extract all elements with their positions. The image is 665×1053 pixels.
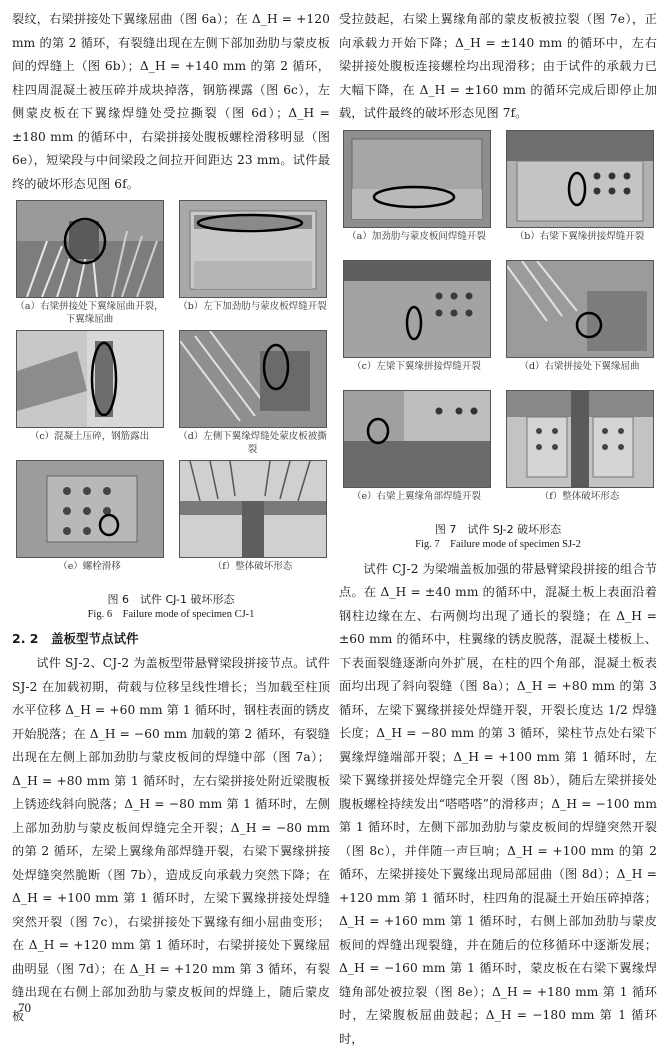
fig7-panel-c (339, 260, 494, 390)
fig6f-caption: （f）整体破坏形态 (212, 561, 293, 572)
fig7e-photo (343, 390, 491, 488)
fig7a-caption: （a）加劲肋与蒙皮板间焊缝开裂 (347, 230, 486, 242)
left-para-2: 试件 SJ-2、CJ-2 为盖板型带悬臂梁段拼接节点。试件 SJ-2 在加载初期，荷载与位移呈线性增长；当加载至柱顶水平位移 Δ_H = +60 mm 第 1 循环时，钢柱表面的锈皮开始脱落；在 Δ_H = −60 mm 加载的第 2 循环，有裂缝出现在左侧上部加劲肋与蒙皮板间的焊缝中部（图 7a）；Δ_H = +80 mm 第 1 循环时，左右梁拼接处附近梁腹板上锈迹线斜向脱落；Δ_H = −80 mm 第 1 循环时，左侧上部加劲肋与蒙皮板间焊缝完全开裂；Δ_H = −80 mm 的第 2 循环，左梁上翼缘角部焊缝开裂，右梁下翼缘拼接处焊缝突然脆断（图 7b），造成反向承载力突然下降；在 Δ_H = +100 mm 第 1 循环时，左梁下翼缘拼接处焊缝突然开裂（图 7c），右梁拼接处下翼缘有细小屈曲变形；在 Δ_H = +120 mm 第 1 循环时，右梁拼接处下翼缘屈曲明显（图 7d）；在 Δ_H = +120 mm 第 3 循环，有裂缝出现在右侧上部加劲肋与蒙皮板间的焊缝上，随后蒙皮板 (12, 656, 330, 1023)
fig6c-caption: （c）混凝土压碎，钢筋露出 (29, 431, 150, 442)
fig7-caption-en: Fig. 7 Failure mode of specimen SJ-2 (415, 538, 581, 550)
fig7e-caption: （e）右梁上翼缘角部焊缝开裂 (351, 490, 482, 502)
fig6-panel-b (175, 200, 330, 330)
fig6-caption-cn: 图 6 试件 CJ-1 破坏形态 (107, 593, 235, 606)
fig6e-photo (16, 460, 164, 558)
fig6-panel-f (175, 460, 330, 590)
fig6-panel-d (175, 330, 330, 460)
fig7-panel-f (502, 390, 657, 520)
fig6a-photo (16, 200, 164, 298)
fig7-panel-a (339, 130, 494, 260)
fig7c-photo (343, 260, 491, 358)
fig6-caption-en: Fig. 6 Failure mode of specimen CJ-1 (87, 609, 255, 620)
fig6a-caption: （a）右梁拼接处下翼缘屈曲开裂，下翼缘屈曲 (15, 301, 164, 325)
fig7-panel-d (502, 260, 657, 390)
figure-7 (339, 130, 657, 552)
section-heading: 2. 2 盖板型节点试件 (12, 631, 139, 646)
fig6c-photo (16, 330, 164, 428)
fig6-panel-c (12, 330, 167, 460)
right-column (339, 8, 657, 1053)
fig7c-caption: （c）左梁下翼缘拼接焊缝开裂 (352, 360, 481, 372)
figure-6 (12, 200, 330, 622)
fig7-caption-cn: 图 7 试件 SJ-2 破坏形态 (434, 522, 562, 536)
fig7b-caption: （b）右梁下翼缘拼接焊缝开裂 (514, 230, 645, 242)
fig6f-photo (179, 460, 327, 558)
left-para-1: 裂纹，右梁拼接处下翼缘屈曲（图 6a）；在 Δ_H = +120 mm 的第 2 循环，有裂缝出现在左侧下部加劲肋与蒙皮板间的焊缝上（图 6b）；Δ_H = +140 mm 的第 2 循环，柱四周混凝土被压碎并成块掉落，钢筋裸露（图 6c），左侧蒙皮板在下翼缘焊缝处受拉撕裂（图 6d）；Δ_H = ±180 mm 的循环中，右梁拼接处腹板螺栓滑移明显（图 6e），短梁段与中间梁段之间拉开间距达 23 mm。试件最终的破坏形态见图 6f。 (12, 12, 330, 191)
fig6-panel-a (12, 200, 167, 330)
fig7f-photo (506, 390, 654, 488)
fig7-panel-b (502, 130, 657, 260)
left-column (12, 8, 330, 1030)
fig7f-caption: （f）整体破坏形态 (539, 490, 620, 502)
fig6e-caption: （e）螺栓滑移 (58, 561, 121, 572)
right-para-1: 受拉鼓起，右梁上翼缘角部的蒙皮板被拉裂（图 7e），正向承载力开始下降；Δ_H = ±140 mm 的循环中，左右梁拼接处腹板连接螺栓均出现滑移；由于试件的承载力已大幅下降，在 Δ_H = ±160 mm 的循环完成后即停止加载，试件最终的破坏形态见图 7f。 (339, 12, 657, 120)
page-number: 70 (18, 1000, 31, 1015)
fig7-panel-e (339, 390, 494, 520)
fig7b-photo (506, 130, 654, 228)
fig6-panel-e (12, 460, 167, 590)
fig6d-photo (179, 330, 327, 428)
fig6b-caption: （b）左下加劲肋与蒙皮板焊缝开裂 (178, 301, 327, 312)
fig7a-photo (343, 130, 491, 228)
fig6d-caption: （d）左侧下翼缘焊缝处蒙皮板被撕裂 (178, 431, 327, 455)
fig7d-photo (506, 260, 654, 358)
fig7d-caption: （d）右梁拼接处下翼缘屈曲 (519, 360, 640, 372)
right-para-2: 试件 CJ-2 为梁端盖板加强的带悬臂梁段拼接的组合节点。在 Δ_H = ±40 mm 的循环中，混凝土板上表面沿着钢柱边缘在左、右两侧均出现了通长的裂缝；在 Δ_H = ±60 mm 的循环中，柱翼缘的锈皮脱落，混凝土楼板上、下表面裂缝逐渐向外扩展，在柱的四个角部，混凝土板表面均出现了斜向裂缝（图 8a）；Δ_H = +80 mm 的第 3 循环，左梁下翼缘拼接处焊缝开裂，开裂长度达 1/2 焊缝长度；Δ_H = −80 mm 的第 3 循环，梁柱节点处右梁下翼缘焊缝端部开裂；Δ_H = +100 mm 第 1 循环时，左梁下翼缘拼接处焊缝完全开裂（图 8b），随后左梁拼接处腹板螺栓持续发出“嗒嗒嗒”的滑移声；Δ_H = −100 mm 第 1 循环时，左侧下部加劲肋与蒙皮板间的焊缝突然开裂（图 8c），并伴随一声巨响；Δ_H = +100 mm 的第 2 循环，左梁拼接处下翼缘出现局部屈曲（图 8d）；Δ_H = +120 mm 第 1 循环时，柱四角的混凝土开始压碎掉落；Δ_H = +160 mm 第 1 循环时，右侧上部加劲肋与蒙皮板间的焊缝出现裂缝，并在随后的位移循环中逐渐发展；Δ_H = −160 mm 第 1 循环时，蒙皮板在右梁下翼缘焊缝角部处被拉裂（图 8e）；Δ_H = +180 mm 第 1 循环时，左梁腹板屈曲鼓起；Δ_H = −180 mm 第 1 循环时， (339, 561, 657, 1046)
fig6b-photo (179, 200, 327, 298)
